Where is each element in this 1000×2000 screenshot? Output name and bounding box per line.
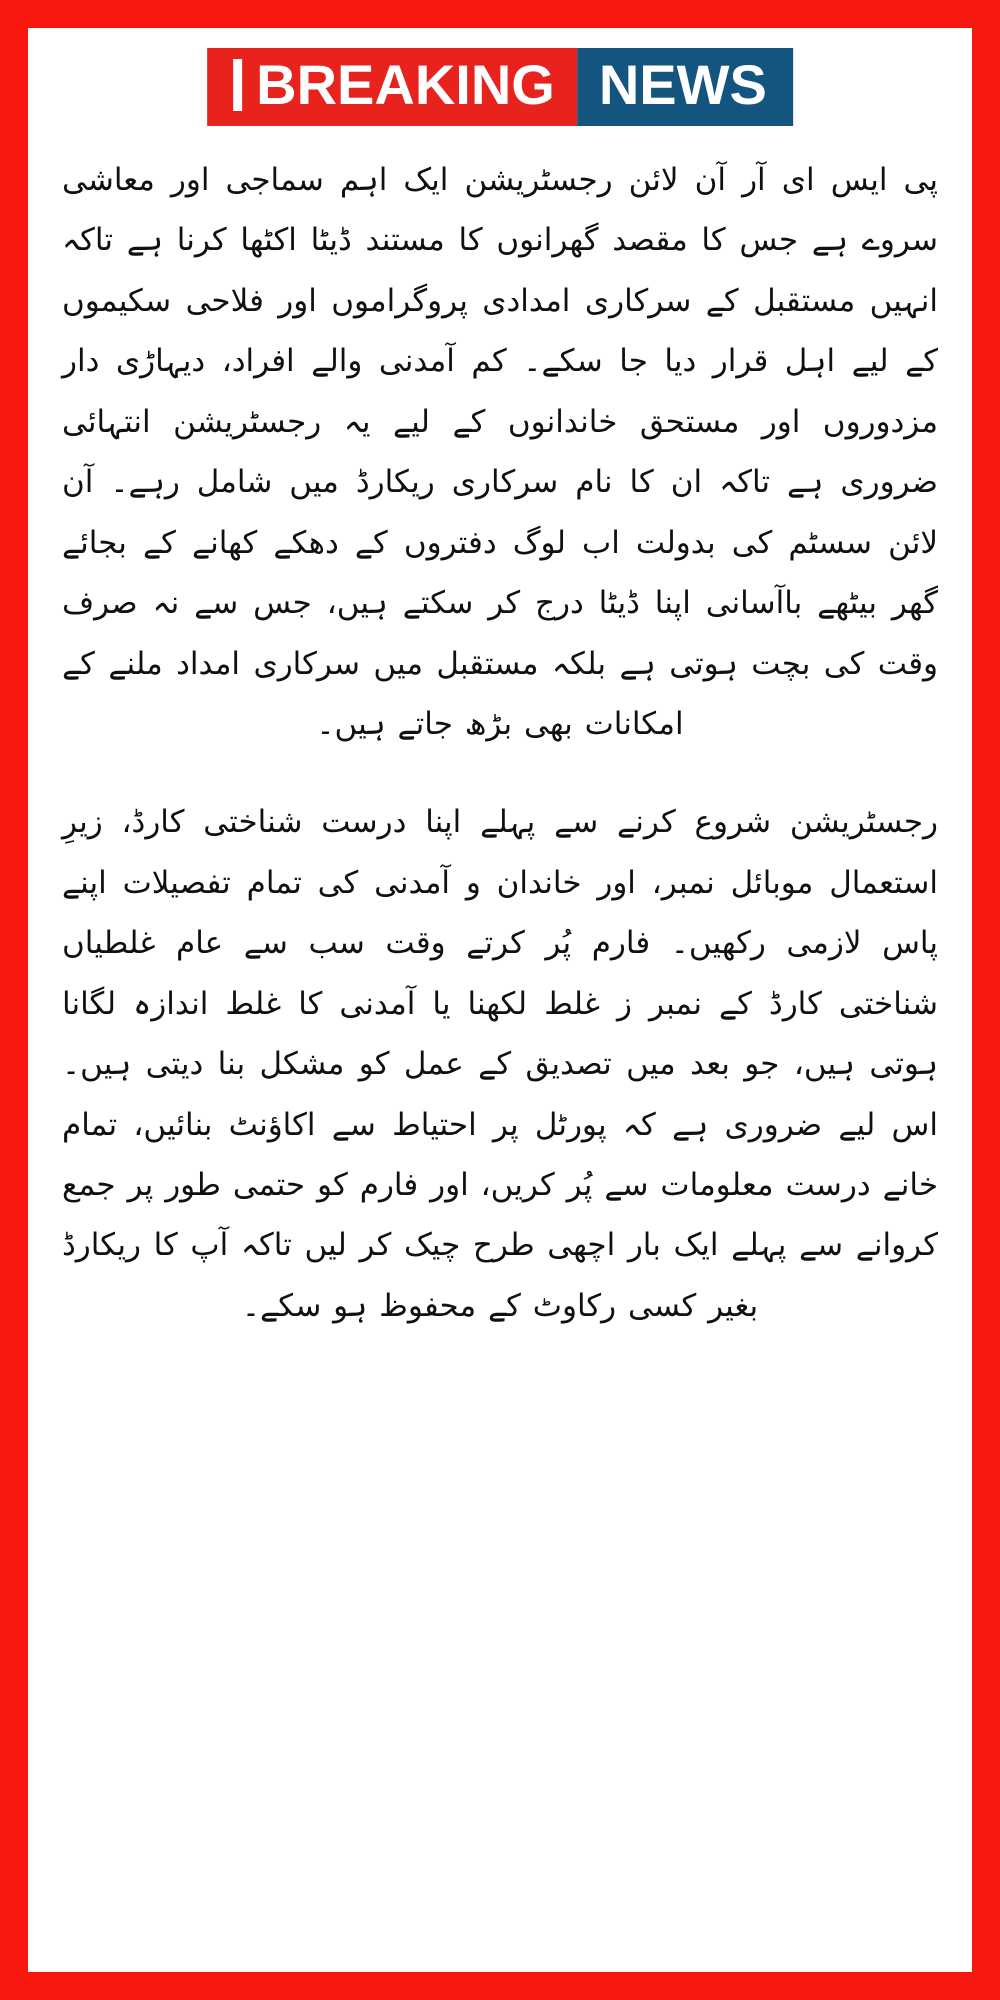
article-paragraph-1: پی ایس ای آر آن لائن رجسٹریشن ایک اہم سماجی اور معاشی سروے ہے جس کا مقصد گھرانوں کا مستند ڈیٹا اکٹھا کرنا ہے تاکہ انہیں مستقبل کے سرکاری امدادی پروگراموں اور فلاحی سکیموں کے لیے اہل قرار دیا جا سکے۔ کم آمدنی والے افراد، دیہاڑی دار مزدوروں اور مستحق خاندانوں کے لیے یہ رجسٹریشن انتہائی ضروری ہے تاکہ ان کا نام سرکاری ریکارڈ میں شامل رہے۔ آن لائن سسٹم کی بدولت اب لوگ دفتروں کے دھکے کھانے کے بجائے گھر بیٹھے باآسانی اپنا ڈیٹا درج کر سکتے ہیں، جس سے نہ صرف وقت کی بچت ہوتی ہے بلکہ مستقبل میں سرکاری امداد ملنے کے امکانات بھی بڑھ جاتے ہیں۔ <box>62 162 938 742</box>
article-paragraph-2: رجسٹریشن شروع کرنے سے پہلے اپنا درست شناختی کارڈ، زیرِ استعمال موبائل نمبر، اور خاندان و آمدنی کی تمام تفصیلات اپنے پاس لازمی رکھیں۔ فارم پُر کرتے وقت سب سے عام غلطیاں شناختی کارڈ کے نمبر ز غلط لکھنا یا آمدنی کا غلط اندازہ لگانا ہوتی ہیں، جو بعد میں تصدیق کے عمل کو مشکل بنا دیتی ہیں۔ اس لیے ضروری ہے کہ پورٹل پر احتیاط سے اکاؤنٹ بنائیں، تمام خانے درست معلومات سے پُر کریں، اور فارم کو حتمی طور پر جمع کروانے سے پہلے ایک بار اچھی طرح چیک کر لیں تاکہ آپ کا ریکارڈ بغیر کسی رکاوٹ کے محفوظ ہو سکے۔ <box>62 804 938 1324</box>
banner-news-label: NEWS <box>598 53 767 116</box>
white-content-card <box>28 28 972 1972</box>
article-body <box>28 140 972 1336</box>
banner-breaking-block <box>207 48 577 126</box>
banner-breaking-label: BREAKING <box>256 53 555 116</box>
breaking-news-banner <box>28 40 972 140</box>
vertical-bar-icon <box>233 59 242 111</box>
banner-group <box>207 48 793 126</box>
banner-news-block <box>577 48 793 126</box>
